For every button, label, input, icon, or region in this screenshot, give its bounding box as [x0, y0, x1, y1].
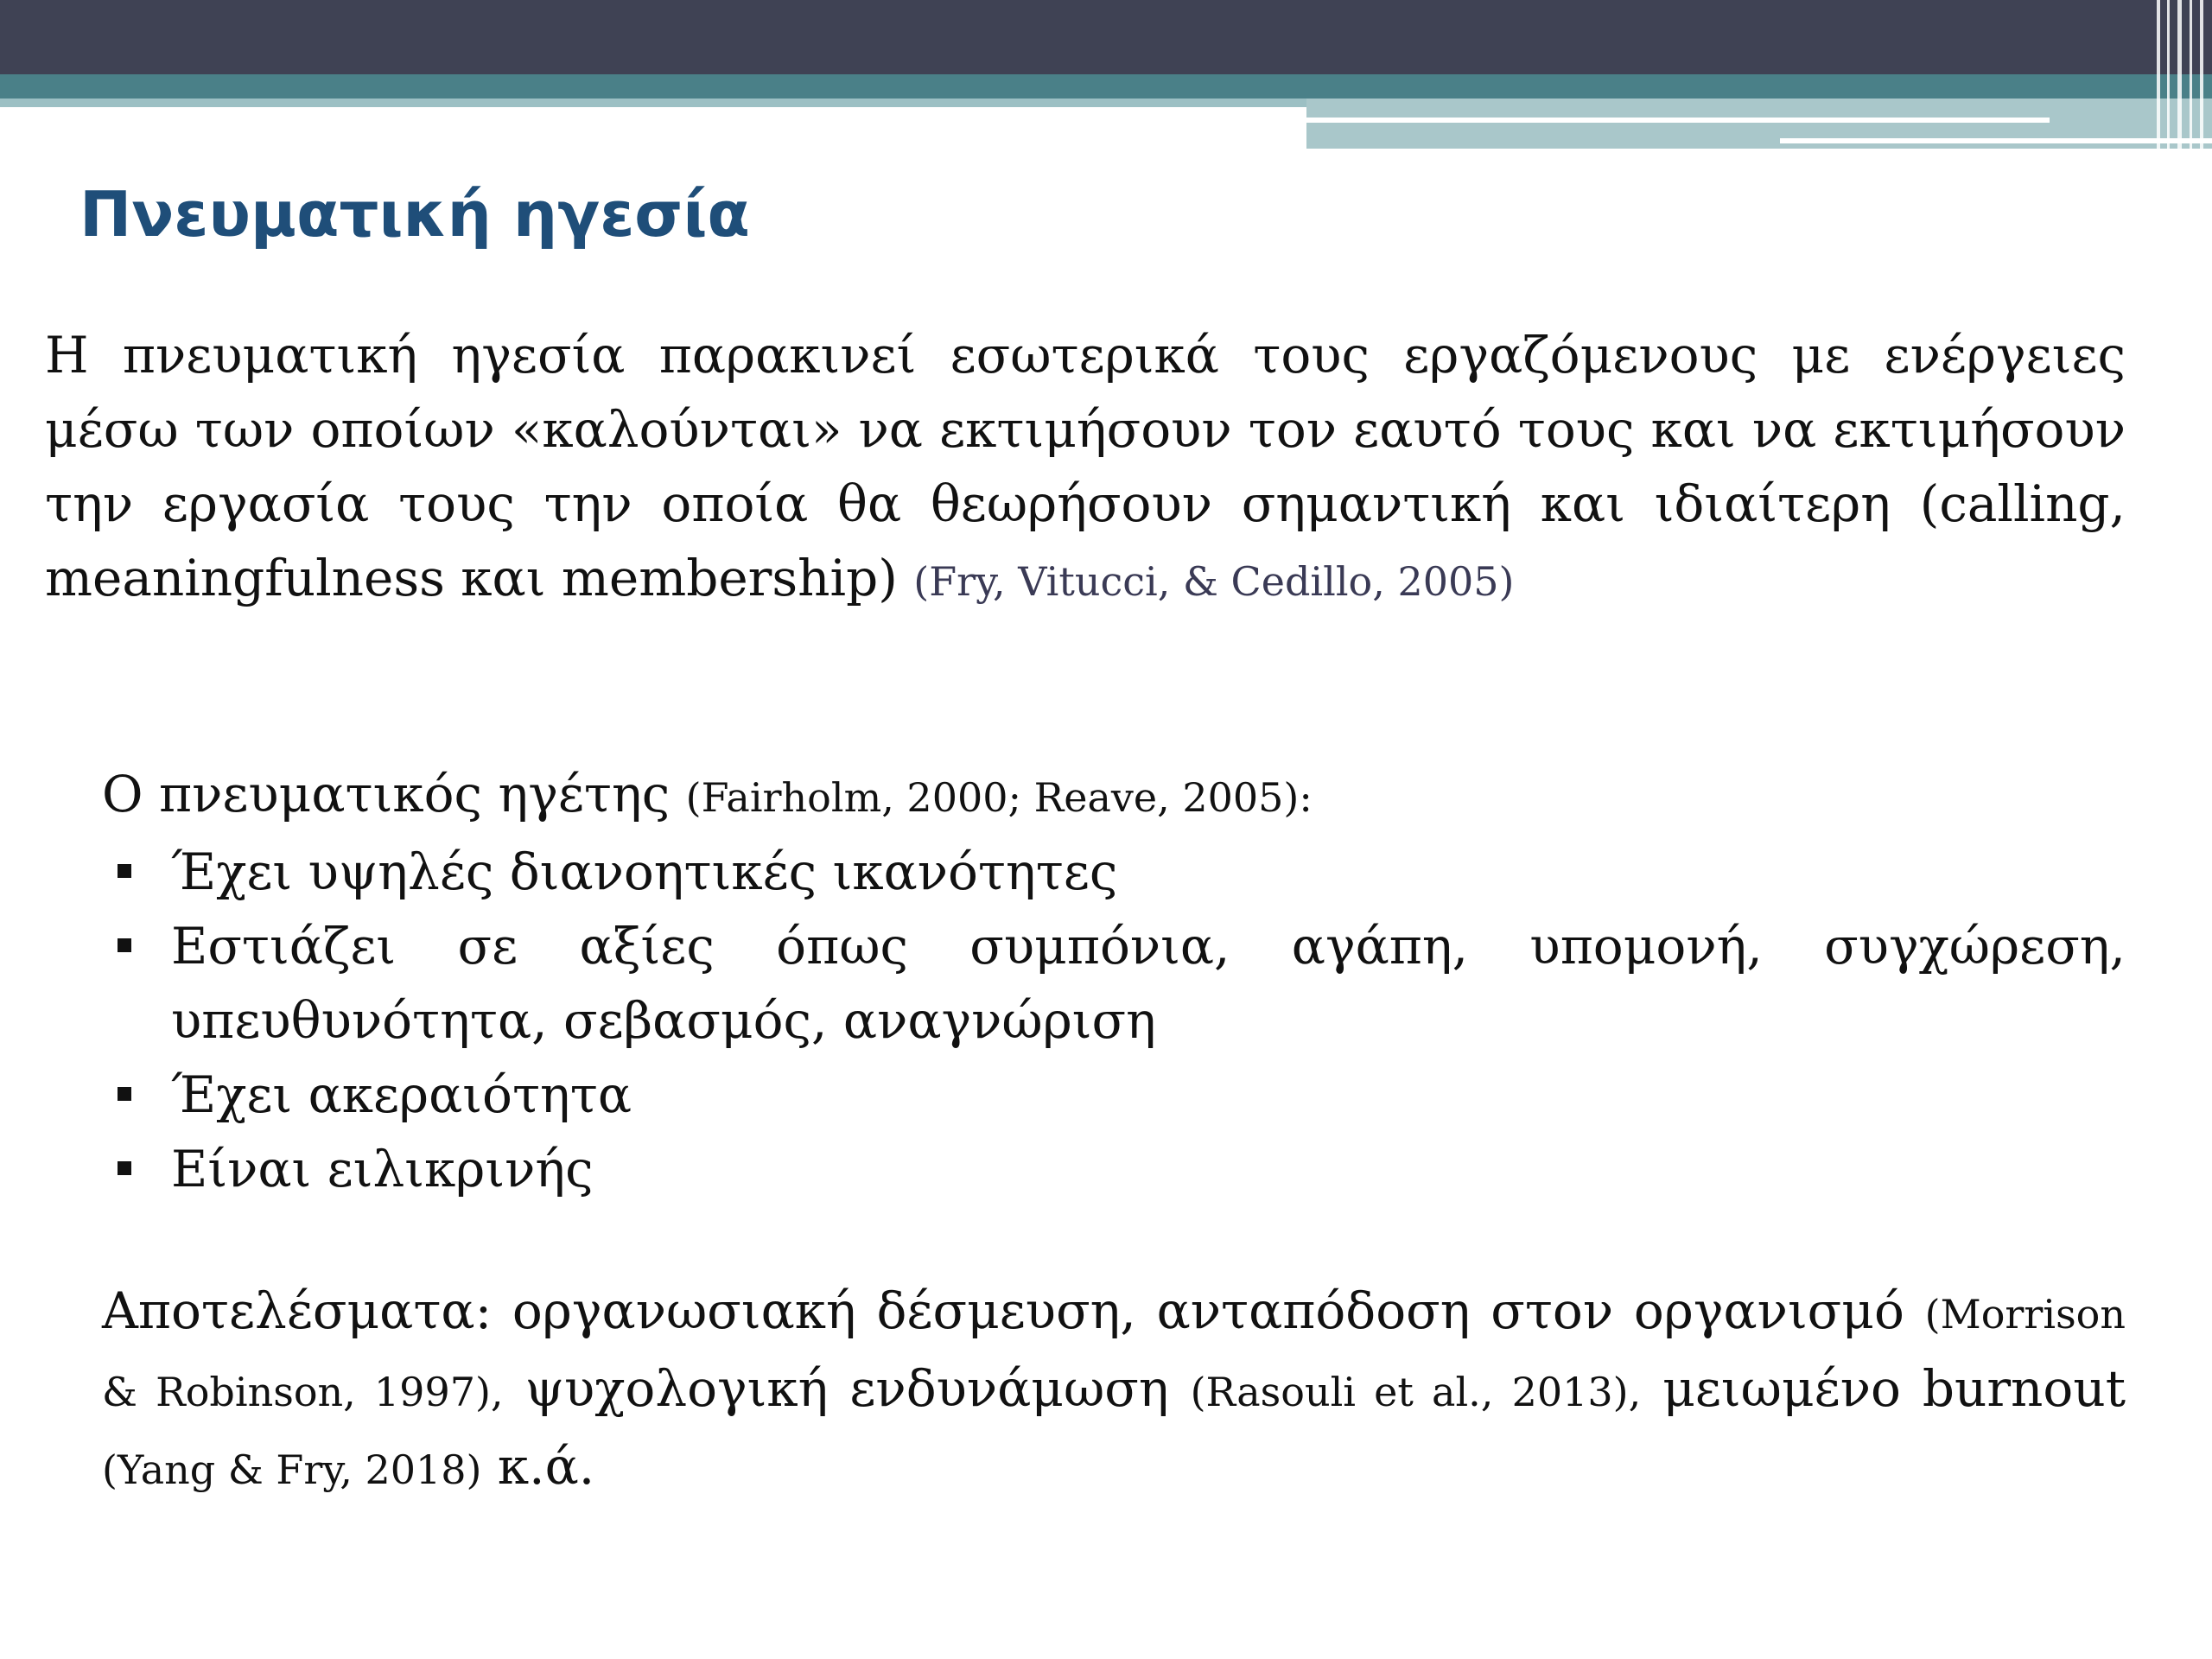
- results-text: ψυχολογική ενδυνάμωση: [524, 1359, 1169, 1418]
- square-bullet-icon: [118, 864, 131, 878]
- results-text: Αποτελέσματα: οργανωσιακή δέσμευση, ανταπόδοση στον οργανισμό: [102, 1281, 1904, 1340]
- header-accent-line: [1780, 138, 2212, 143]
- list-item-text: Έχει υψηλές διανοητικές ικανότητες: [171, 842, 1118, 901]
- results-citation: (Yang & Fry, 2018): [102, 1446, 482, 1493]
- slide-title: Πνευματική ηγεσία: [79, 178, 750, 251]
- results-citation: (Morrison & Robinson, 1997),: [102, 1291, 2126, 1415]
- list-item-text: Έχει ακεραιότητα: [171, 1065, 632, 1124]
- leader-section: [102, 757, 2126, 1206]
- results-citation: (Rasouli et al., 2013),: [1190, 1369, 1642, 1415]
- results-text: κ.ά.: [497, 1437, 595, 1496]
- leader-intro-text: Ο πνευματικός ηγέτης: [102, 765, 671, 823]
- list-item: [102, 1132, 2126, 1206]
- results-paragraph: [102, 1274, 2126, 1507]
- square-bullet-icon: [118, 1161, 131, 1175]
- list-item-text: Εστιάζει σε αξίες όπως συμπόνια, αγάπη, υπομονή, συγχώρεση, υπευθυνότητα, σεβασμός, αναγνώριση: [171, 917, 2126, 1050]
- results-text: μειωμένο burnout: [1662, 1359, 2126, 1418]
- intro-paragraph: [45, 318, 2126, 619]
- square-bullet-icon: [118, 1087, 131, 1101]
- header-accent-line: [1306, 118, 2050, 123]
- header-teal-bar: [0, 74, 2212, 99]
- paragraph-citation: (Fry, Vitucci, & Cedillo, 2005): [913, 558, 1515, 605]
- header-stripes: [2152, 0, 2212, 149]
- list-item-text: Είναι ειλικρινής: [171, 1140, 594, 1198]
- leader-intro: [102, 757, 2126, 835]
- list-item: [102, 835, 2126, 909]
- header-dark-bar: [0, 0, 2212, 74]
- leader-bullet-list: [102, 835, 2126, 1206]
- square-bullet-icon: [118, 938, 131, 952]
- header-light-bar: [0, 99, 1306, 107]
- list-item: [102, 909, 2126, 1058]
- list-item: [102, 1058, 2126, 1132]
- leader-intro-citation: (Fairholm, 2000; Reave, 2005):: [685, 774, 1313, 821]
- paragraph-text: Η πνευματική ηγεσία παρακινεί εσωτερικά τους εργαζόμενους με ενέργειες μέσω των οποίων «καλούνται» να εκτιμήσουν τον εαυτό τους και να εκτιμήσουν την εργασία τους την οποία θα θεωρήσουν σημαντική και ιδιαίτερη (calling, meaningfulness και membership): [45, 326, 2126, 607]
